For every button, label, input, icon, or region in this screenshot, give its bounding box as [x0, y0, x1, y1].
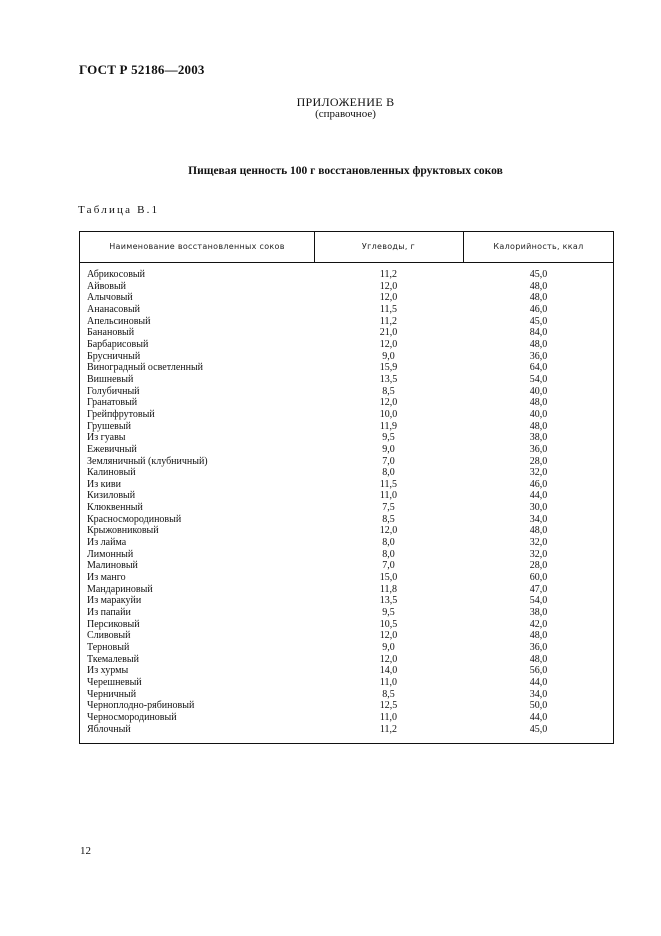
- calories-value: 46,0: [529, 303, 548, 315]
- carbohydrates-value: 12,5: [379, 700, 398, 712]
- table-row: [80, 584, 613, 596]
- juice-name: Черешневый: [87, 676, 142, 688]
- carbohydrates-value: 11,2: [379, 723, 398, 735]
- carbohydrates-value: 8,0: [382, 548, 395, 560]
- juice-name: Ежевичный: [87, 443, 137, 455]
- juice-name: Кизиловый: [87, 490, 136, 502]
- calories-value: 32,0: [529, 548, 548, 560]
- carbohydrates-value: 7,0: [382, 560, 395, 572]
- table-row: [80, 689, 613, 701]
- column-header-carbs: Углеводы, г: [361, 242, 416, 251]
- juice-name: Банановый: [87, 327, 135, 339]
- calories-value: 40,0: [529, 408, 548, 420]
- juice-name: Земляничный (клубничный): [87, 455, 208, 467]
- column-header-calories: Калорийность, ккал: [493, 242, 584, 251]
- table-row: [80, 386, 613, 398]
- calories-value: 34,0: [529, 513, 548, 525]
- calories-value: 28,0: [529, 560, 548, 572]
- table-heading: Пищевая ценность 100 г восстановленных фруктовых соков: [188, 165, 503, 177]
- table-header: [80, 232, 613, 263]
- juice-name: Айвовый: [87, 280, 127, 292]
- table-row: [80, 479, 613, 491]
- calories-value: 44,0: [529, 490, 548, 502]
- nutrition-table: [79, 231, 614, 744]
- calories-value: 48,0: [529, 280, 548, 292]
- juice-name: Из лайма: [87, 537, 127, 549]
- calories-value: 48,0: [529, 630, 548, 642]
- carbohydrates-value: 21,0: [379, 327, 398, 339]
- table-row: [80, 677, 613, 689]
- table-row: [80, 549, 613, 561]
- table-row: [80, 339, 613, 351]
- carbohydrates-value: 11,0: [379, 711, 398, 723]
- juice-name: Голубичный: [87, 385, 140, 397]
- juice-name: Яблочный: [87, 723, 131, 735]
- carbohydrates-value: 12,0: [379, 338, 398, 350]
- calories-value: 64,0: [529, 362, 548, 374]
- table-row: [80, 351, 613, 363]
- calories-value: 30,0: [529, 502, 548, 514]
- carbohydrates-value: 15,9: [379, 362, 398, 374]
- calories-value: 34,0: [529, 688, 548, 700]
- carbohydrates-value: 9,0: [382, 443, 395, 455]
- carbohydrates-value: 13,5: [379, 373, 398, 385]
- juice-name: Сливовый: [87, 630, 131, 642]
- calories-value: 47,0: [529, 583, 548, 595]
- juice-name: Черноплодно-рябиновый: [87, 700, 195, 712]
- juice-name: Терновый: [87, 642, 130, 653]
- table-row: [80, 432, 613, 444]
- calories-value: 38,0: [529, 432, 548, 444]
- calories-value: 42,0: [529, 618, 548, 630]
- juice-name: Персиковый: [87, 618, 140, 630]
- document-code: ГОСТ Р 52186—2003: [79, 62, 205, 77]
- table-row: [80, 537, 613, 549]
- table-row: [80, 490, 613, 502]
- table-row: [80, 724, 613, 736]
- juice-name: Черносмородиновый: [87, 711, 177, 723]
- table-row: [80, 630, 613, 642]
- carbohydrates-value: 11,8: [379, 583, 398, 595]
- juice-name: Грейпфрутовый: [87, 408, 155, 420]
- carbohydrates-value: 12,0: [379, 525, 398, 537]
- carbohydrates-value: 7,5: [382, 502, 395, 514]
- calories-value: 48,0: [529, 653, 548, 665]
- carbohydrates-value: 12,0: [379, 653, 398, 665]
- juice-name: Виноградный осветленный: [87, 362, 204, 374]
- calories-value: 54,0: [529, 373, 548, 385]
- table-row: [80, 502, 613, 514]
- juice-name: Из киви: [87, 478, 121, 490]
- appendix-subtitle: (справочное): [315, 108, 376, 120]
- table-caption: Таблица В.1: [78, 204, 160, 216]
- juice-name: Красносмородиновый: [87, 513, 182, 525]
- juice-name: Мандариновый: [87, 583, 153, 595]
- table-row: [80, 595, 613, 607]
- juice-name: Апельсиновый: [87, 315, 151, 327]
- carbohydrates-value: 11,9: [379, 420, 398, 432]
- carbohydrates-value: 13,5: [379, 595, 398, 607]
- juice-name: Абрикосовый: [87, 269, 145, 280]
- calories-value: 56,0: [529, 665, 548, 677]
- juice-name: Барбарисовый: [87, 338, 149, 350]
- calories-value: 32,0: [529, 537, 548, 549]
- table-row: [80, 397, 613, 409]
- juice-name: Черничный: [87, 688, 137, 700]
- juice-name: Грушевый: [87, 420, 131, 432]
- juice-name: Вишневый: [87, 373, 134, 385]
- calories-value: 44,0: [529, 711, 548, 723]
- carbohydrates-value: 11,2: [379, 269, 398, 280]
- juice-name: Клюквенный: [87, 502, 143, 514]
- juice-name: Ананасовый: [87, 303, 141, 315]
- juice-name: Алычовый: [87, 292, 133, 304]
- calories-value: 50,0: [529, 700, 548, 712]
- juice-name: Брусничный: [87, 350, 141, 362]
- carbohydrates-value: 8,5: [382, 385, 395, 397]
- table-row: [80, 269, 613, 281]
- table-row: [80, 421, 613, 433]
- table-row: [80, 409, 613, 421]
- carbohydrates-value: 9,5: [382, 607, 395, 619]
- table-row: [80, 327, 613, 339]
- juice-name: Малиновый: [87, 560, 138, 572]
- table-row: [80, 654, 613, 666]
- juice-name: Из гуавы: [87, 432, 126, 444]
- carbohydrates-value: 12,0: [379, 292, 398, 304]
- table-row: [80, 642, 613, 654]
- calories-value: 48,0: [529, 292, 548, 304]
- calories-value: 45,0: [529, 269, 548, 280]
- table-body: [80, 269, 613, 735]
- table-row: [80, 456, 613, 468]
- calories-value: 44,0: [529, 676, 548, 688]
- carbohydrates-value: 8,0: [382, 467, 395, 479]
- juice-name: Из папайи: [87, 607, 131, 619]
- carbohydrates-value: 11,2: [379, 315, 398, 327]
- table-row: [80, 712, 613, 724]
- carbohydrates-value: 8,0: [382, 537, 395, 549]
- table-row: [80, 572, 613, 584]
- table-row: [80, 292, 613, 304]
- table-row: [80, 316, 613, 328]
- table-row: [80, 700, 613, 712]
- carbohydrates-value: 7,0: [382, 455, 395, 467]
- calories-value: 45,0: [529, 723, 548, 735]
- calories-value: 84,0: [529, 327, 548, 339]
- appendix-title: ПРИЛОЖЕНИЕ В: [296, 95, 395, 109]
- table-row: [80, 374, 613, 386]
- carbohydrates-value: 12,0: [379, 630, 398, 642]
- calories-value: 36,0: [529, 642, 548, 653]
- calories-value: 48,0: [529, 525, 548, 537]
- carbohydrates-value: 9,5: [382, 432, 395, 444]
- calories-value: 54,0: [529, 595, 548, 607]
- table-row: [80, 525, 613, 537]
- table-row: [80, 304, 613, 316]
- table-row: [80, 619, 613, 631]
- table-row: [80, 560, 613, 572]
- calories-value: 32,0: [529, 467, 548, 479]
- page-number: 12: [80, 845, 91, 857]
- calories-value: 36,0: [529, 350, 548, 362]
- calories-value: 46,0: [529, 478, 548, 490]
- table-row: [80, 362, 613, 374]
- table-row: [80, 665, 613, 677]
- table-row: [80, 607, 613, 619]
- calories-value: 48,0: [529, 397, 548, 409]
- carbohydrates-value: 11,0: [379, 490, 398, 502]
- calories-value: 40,0: [529, 385, 548, 397]
- juice-name: Лимонный: [87, 548, 134, 560]
- carbohydrates-value: 10,0: [379, 408, 398, 420]
- calories-value: 45,0: [529, 315, 548, 327]
- juice-name: Из манго: [87, 572, 126, 584]
- juice-name: Гранатовый: [87, 397, 138, 409]
- carbohydrates-value: 10,5: [379, 618, 398, 630]
- carbohydrates-value: 11,0: [379, 676, 398, 688]
- carbohydrates-value: 14,0: [379, 665, 398, 677]
- calories-value: 48,0: [529, 338, 548, 350]
- carbohydrates-value: 11,5: [379, 478, 398, 490]
- carbohydrates-value: 9,0: [382, 642, 395, 653]
- juice-name: Из хурмы: [87, 665, 129, 677]
- carbohydrates-value: 15,0: [379, 572, 398, 584]
- carbohydrates-value: 12,0: [379, 397, 398, 409]
- juice-name: Калиновый: [87, 467, 136, 479]
- calories-value: 38,0: [529, 607, 548, 619]
- carbohydrates-value: 11,5: [379, 303, 398, 315]
- juice-name: Ткемалевый: [87, 653, 139, 665]
- carbohydrates-value: 8,5: [382, 688, 395, 700]
- carbohydrates-value: 8,5: [382, 513, 395, 525]
- juice-name: Крыжовниковый: [87, 525, 159, 537]
- calories-value: 28,0: [529, 455, 548, 467]
- carbohydrates-value: 9,0: [382, 350, 395, 362]
- column-header-name: Наименование восстановленных соков: [109, 242, 285, 251]
- calories-value: 48,0: [529, 420, 548, 432]
- calories-value: 60,0: [529, 572, 548, 584]
- table-row: [80, 281, 613, 293]
- calories-value: 36,0: [529, 443, 548, 455]
- table-row: [80, 467, 613, 479]
- juice-name: Из маракуйи: [87, 595, 142, 607]
- carbohydrates-value: 12,0: [379, 280, 398, 292]
- table-row: [80, 514, 613, 526]
- table-row: [80, 444, 613, 456]
